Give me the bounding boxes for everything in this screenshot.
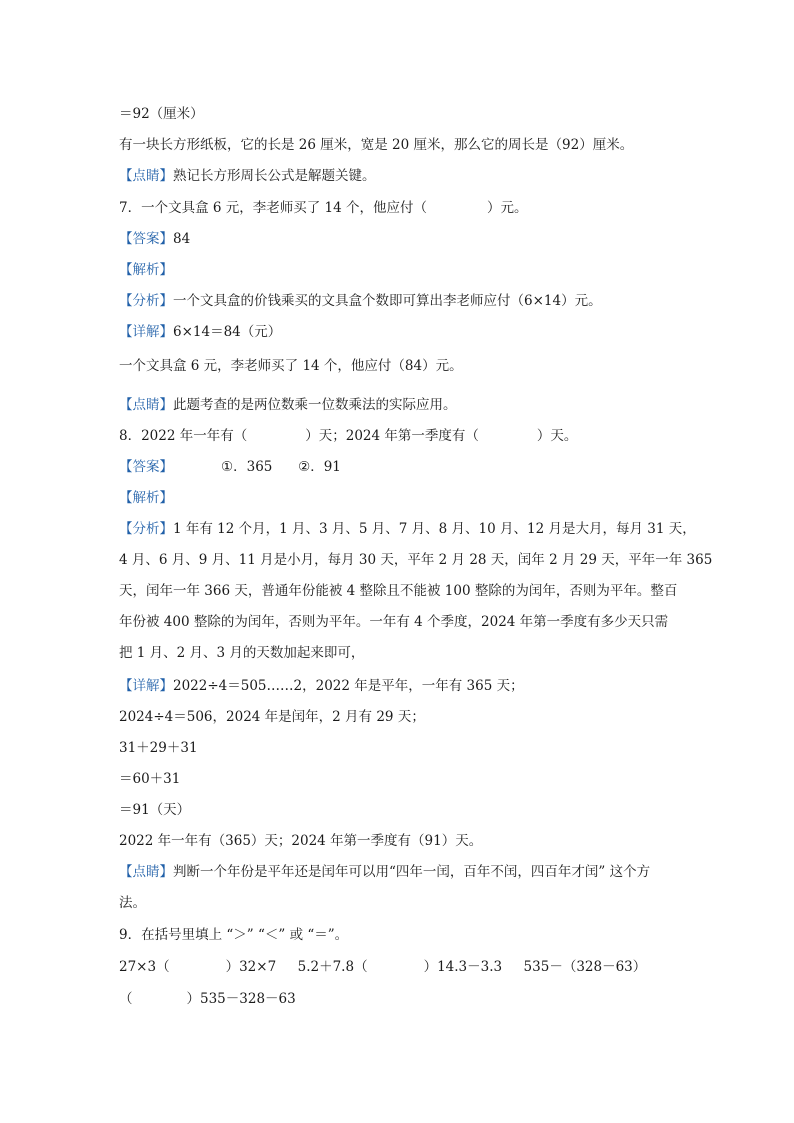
- section-tag: 【分析】: [119, 293, 173, 309]
- text-line: 有一块长方形纸板，它的长是 26 厘米，宽是 20 厘米，那么它的周长是（92）厘米。: [119, 137, 634, 153]
- section-tag: 【答案】: [119, 231, 173, 247]
- section-tag: 【详解】: [119, 324, 173, 340]
- answer-text: ①．365 ②．91: [221, 459, 341, 475]
- text-line: 把 1 月、2 月、3 月的天数加起来即可，: [119, 645, 365, 661]
- detail-text: 2022÷4＝505……2，2022 年是平年，一年有 365 天；: [173, 678, 524, 694]
- section-tag: 【解析】: [119, 262, 173, 278]
- question-text: ）14.3－3.3 535－（328－63）: [423, 959, 647, 975]
- text-line: 年份被 400 整除的为闰年，否则为平年。一年有 4 个季度，2024 年第一季度有多少天只需: [119, 614, 669, 630]
- text-line: 一个文具盒 6 元，李老师买了 14 个，他应付（84）元。: [119, 358, 463, 374]
- question-text: 8．2022 年一年有（: [119, 428, 248, 444]
- comment-text: 熟记长方形周长公式是解题关键。: [173, 168, 376, 184]
- section-tag: 【点睛】: [119, 397, 173, 413]
- section-tag: 【点睛】: [119, 864, 173, 880]
- question-text: 27×3（: [119, 959, 170, 975]
- detail-line: [119, 322, 281, 342]
- question-8: [119, 426, 577, 446]
- comment-line: [119, 395, 457, 415]
- analysis-line: [119, 291, 602, 311]
- question-text: ）元。: [487, 200, 528, 216]
- comment-text: 判断一个年份是平年还是闰年可以用“四年一闰，百年不闰，四百年才闰” 这个方: [173, 864, 651, 880]
- section-tag: 【分析】: [119, 521, 173, 537]
- text-line: 法。: [119, 895, 146, 911]
- analysis-text: 一个文具盒的价钱乘买的文具盒个数即可算出李老师应付（6×14）元。: [173, 293, 602, 309]
- question-9-row-2: [119, 989, 296, 1009]
- detail-text: 6×14＝84（元）: [173, 324, 282, 340]
- text-line: 天，闰年一年 366 天，普通年份能被 4 整除且不能被 100 整除的为闰年，否则为平年。整百: [119, 583, 678, 599]
- question-text: ）32×7 5.2＋7.8（: [225, 959, 368, 975]
- question-9: 9．在括号里填上 “＞” “＜” 或 “＝”。: [119, 927, 349, 943]
- question-text: ）535－328－63: [186, 991, 296, 1007]
- question-9-row-1: [119, 957, 646, 977]
- text-line: ＝60＋31: [119, 771, 181, 787]
- text-line: 31＋29＋31: [119, 740, 198, 756]
- section-tag: 【详解】: [119, 678, 173, 694]
- text-line: 4 月、6 月、9 月、11 月是小月，每月 30 天，平年 2 月 28 天，闰年 2 月 29 天，平年一年 365: [119, 552, 713, 568]
- question-text: ）天；2024 年第一季度有（: [305, 428, 479, 444]
- text-line: 2024÷4＝506，2024 年是闰年，2 月有 29 天；: [119, 709, 425, 725]
- analysis-heading: [119, 488, 173, 508]
- section-tag: 【答案】: [119, 459, 173, 475]
- comment-text: 此题考查的是两位数乘一位数乘法的实际应用。: [173, 397, 457, 413]
- answer-line: [119, 457, 341, 477]
- section-tag: 【解析】: [119, 490, 173, 506]
- text-line: 2022 年一年有（365）天；2024 年第一季度有（91）天。: [119, 833, 483, 849]
- analysis-heading: [119, 260, 173, 280]
- text-line: ＝91（天）: [119, 802, 191, 818]
- section-tag: 【点睛】: [119, 168, 173, 184]
- analysis-line: [119, 519, 696, 539]
- answer-line: [119, 229, 190, 249]
- comment-line: [119, 166, 376, 186]
- detail-line: [119, 676, 524, 696]
- question-text: 7．一个文具盒 6 元，李老师买了 14 个，他应付（: [119, 200, 428, 216]
- analysis-text: 1 年有 12 个月，1 月、3 月、5 月、7 月、8 月、10 月、12 月是大月，每月 31 天，: [173, 521, 696, 537]
- comment-line: [119, 862, 650, 882]
- question-text: ）天。: [536, 428, 578, 444]
- text-line: ＝92（厘米）: [119, 106, 204, 122]
- answer-text: 84: [173, 231, 191, 247]
- question-text: （: [119, 991, 133, 1007]
- question-7: [119, 198, 528, 218]
